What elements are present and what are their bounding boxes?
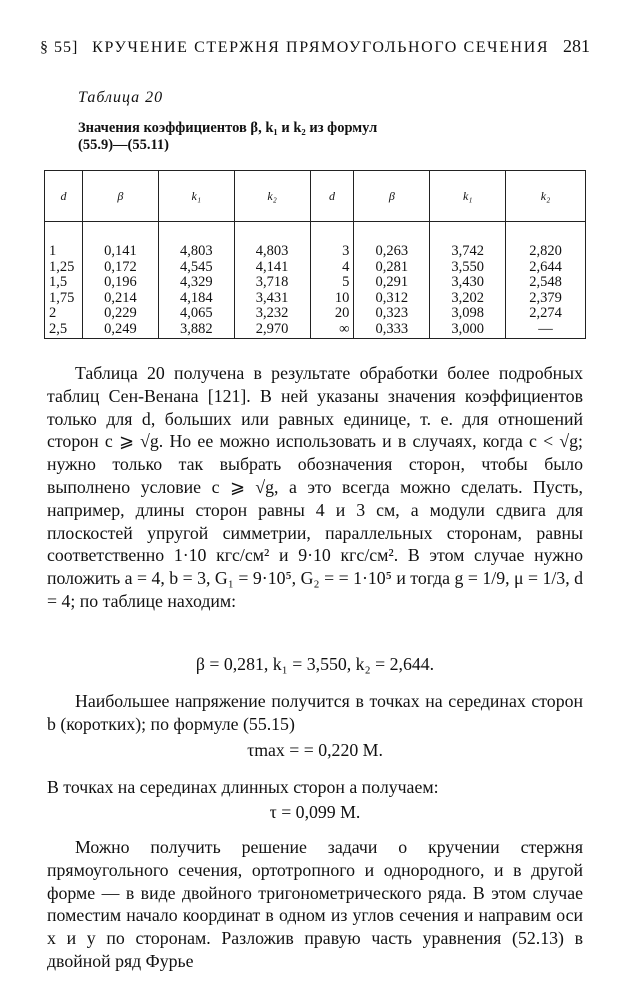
cell-beta: 0,249 [82, 322, 158, 338]
table-row [45, 244, 586, 260]
header-d-right: d [310, 171, 354, 222]
table-row [45, 291, 586, 307]
cell-beta: 0,323 [354, 306, 430, 322]
table-row [45, 275, 586, 291]
cell-beta: 0,172 [82, 260, 158, 276]
paragraph-fourier: Можно получить решение задачи о кручении стержня прямоугольного сечения, ортотропного и однородного, и в другой форме — в виде двойного тригонометрического ряда. В этом случае поместим начало координат в одном из углов сечения и направим оси x и y по сторонам. Разложив правую часть уравнения (52.13) в двойной ряд Фурье [47, 837, 583, 971]
header-k2-right: k₂ [506, 171, 586, 222]
cell-d: 4 [310, 260, 354, 276]
cell-k2: 3,232 [234, 306, 310, 322]
coefficient-table [44, 170, 586, 339]
header-k1-left: k₁ [158, 171, 234, 222]
table-caption-line-1: Значения коэффициентов β, k₁ и k₂ из формул [78, 120, 378, 136]
table-label: Таблица 20 [78, 89, 164, 106]
cell-d: 2 [45, 306, 83, 322]
cell-beta: 0,281 [354, 260, 430, 276]
cell-k2: 2,820 [506, 244, 586, 260]
cell-k2: 2,548 [506, 275, 586, 291]
cell-k1: 3,742 [430, 244, 506, 260]
table-row [45, 306, 586, 322]
cell-beta: 0,196 [82, 275, 158, 291]
cell-k2: 2,274 [506, 306, 586, 322]
table-caption [78, 120, 508, 154]
cell-d: 10 [310, 291, 354, 307]
chapter-title: КРУЧЕНИЕ СТЕРЖНЯ ПРЯМОУГОЛЬНОГО СЕЧЕНИЯ [92, 39, 550, 56]
paragraph-long-sides: В точках на серединах длинных сторон a получаем: [47, 777, 439, 797]
cell-d: 1,75 [45, 291, 83, 307]
cell-k2: — [506, 322, 586, 338]
cell-d: ∞ [310, 322, 354, 338]
cell-k1: 3,882 [158, 322, 234, 338]
running-header [40, 36, 590, 57]
formula-tau: τ = 0,099 M. [269, 802, 361, 822]
table-spacer-row [45, 222, 586, 245]
header-beta-left: β [82, 171, 158, 222]
cell-k2: 3,431 [234, 291, 310, 307]
formula-tau-max: τmax = = 0,220 M. [247, 740, 383, 760]
cell-beta: 0,312 [354, 291, 430, 307]
cell-beta: 0,214 [82, 291, 158, 307]
cell-k1: 3,000 [430, 322, 506, 338]
cell-k2: 4,141 [234, 260, 310, 276]
page-number: 281 [562, 36, 590, 56]
section-mark: § 55] [40, 39, 79, 56]
header-d-left: d [45, 171, 83, 222]
cell-beta: 0,229 [82, 306, 158, 322]
cell-k2: 2,379 [506, 291, 586, 307]
cell-k1: 3,430 [430, 275, 506, 291]
cell-k2: 2,970 [234, 322, 310, 338]
cell-d: 1,25 [45, 260, 83, 276]
cell-beta: 0,333 [354, 322, 430, 338]
cell-k1: 3,098 [430, 306, 506, 322]
header-beta-right: β [354, 171, 430, 222]
cell-d: 1 [45, 244, 83, 260]
cell-d: 1,5 [45, 275, 83, 291]
table-caption-line-2: (55.9)—(55.11) [78, 137, 170, 153]
cell-beta: 0,141 [82, 244, 158, 260]
paragraph-max-stress: Наибольшее напряжение получится в точках на серединах сторон b (коротких); по формуле (55.15) [47, 691, 583, 734]
cell-beta: 0,291 [354, 275, 430, 291]
cell-d: 5 [310, 275, 354, 291]
cell-k1: 4,803 [158, 244, 234, 260]
cell-d: 2,5 [45, 322, 83, 338]
paragraph-table-explanation: Таблица 20 получена в результате обработки более подробных таблиц Сен-Венана [121]. В ней указаны значения коэффициентов только для d, больших или равных единице, т. е. для отношений сторон c ⩾ √g. Но ее можно использовать и в случаях, когда c < √g; нужно только так выбрать обозначения сторон, чтобы было выполнено условие c ⩾ √g, а это всегда можно сделать. Пусть, например, длины сторон равны 4 и 3 см, а модули сдвига для плоскостей упругой симметрии, параллельных сторонам, равны соответственно 1·10 кгс/см² и 9·10 кгс/см². В этом случае нужно положить a = 4, b = 3, G₁ = 9·10⁵, G₂ = = 1·10⁵ и тогда g = 1/9, μ = 1/3, d = 4; по таблице находим: [47, 363, 583, 611]
table-row [45, 322, 586, 338]
cell-k1: 4,065 [158, 306, 234, 322]
cell-k1: 3,550 [430, 260, 506, 276]
cell-beta: 0,263 [354, 244, 430, 260]
cell-k1: 4,545 [158, 260, 234, 276]
cell-k1: 4,184 [158, 291, 234, 307]
cell-k2: 3,718 [234, 275, 310, 291]
cell-k1: 3,202 [430, 291, 506, 307]
cell-d: 20 [310, 306, 354, 322]
cell-d: 3 [310, 244, 354, 260]
cell-k2: 4,803 [234, 244, 310, 260]
table-header-row [45, 171, 586, 222]
table-row [45, 260, 586, 276]
cell-k1: 4,329 [158, 275, 234, 291]
header-k2-left: k₂ [234, 171, 310, 222]
formula-coefficients: β = 0,281, k₁ = 3,550, k₂ = 2,644. [195, 654, 435, 674]
header-k1-right: k₁ [430, 171, 506, 222]
cell-k2: 2,644 [506, 260, 586, 276]
